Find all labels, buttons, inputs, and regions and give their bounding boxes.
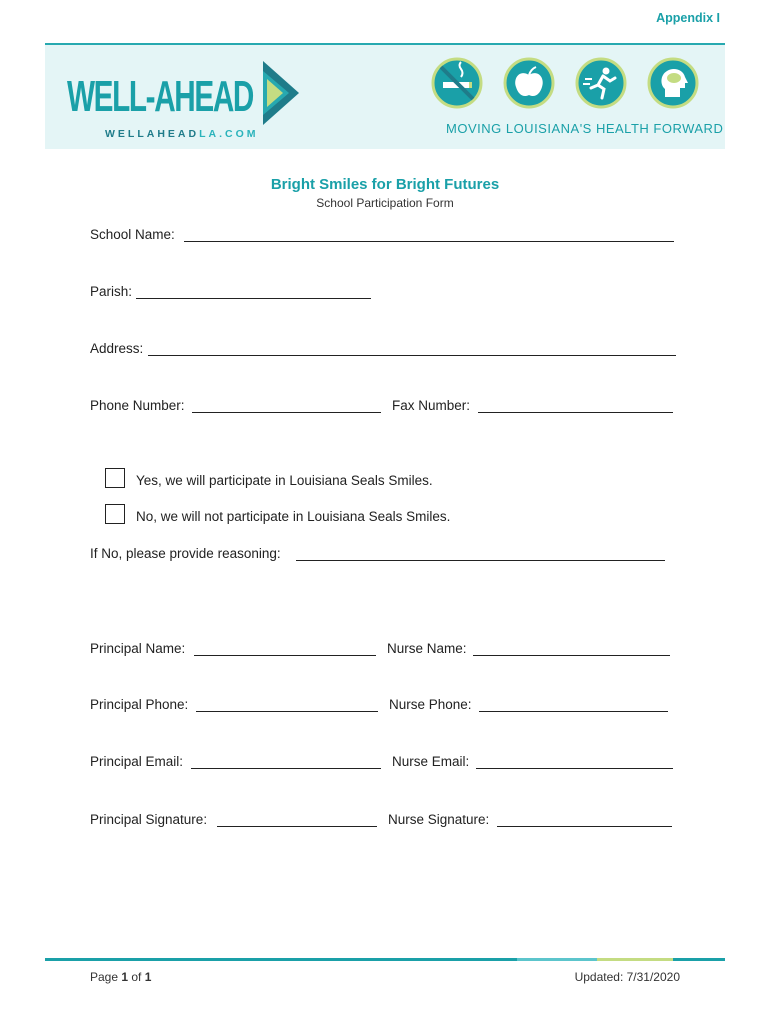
nurse-name-input[interactable]	[473, 655, 670, 656]
principal-phone-label: Principal Phone:	[90, 697, 189, 712]
no-participate-checkbox[interactable]	[105, 504, 125, 524]
health-icons	[431, 57, 703, 113]
footer-rule-teal-end	[673, 958, 725, 961]
nurse-name-label: Nurse Name:	[387, 641, 467, 656]
principal-signature-input[interactable]	[217, 826, 377, 827]
header-banner	[45, 45, 725, 149]
form-title: Bright Smiles for Bright Futures	[270, 176, 500, 193]
address-label: Address:	[90, 341, 144, 356]
appendix-label: Appendix I	[656, 11, 720, 25]
principal-phone-input[interactable]	[196, 711, 378, 712]
svg-text:WELL-AHEAD: WELL-AHEAD	[67, 72, 254, 121]
footer-rule-green	[597, 958, 673, 961]
school-name-input[interactable]	[184, 241, 674, 242]
principal-email-label: Principal Email:	[90, 754, 184, 769]
yes-participate-label: Yes, we will participate in Louisiana Seals Smiles.	[136, 473, 433, 488]
page-number: Page 1 of 1	[90, 970, 152, 984]
phone-number-input[interactable]	[192, 412, 381, 413]
principal-signature-label: Principal Signature:	[90, 812, 208, 827]
principal-name-input[interactable]	[194, 655, 376, 656]
apple-icon	[503, 57, 555, 109]
nurse-signature-input[interactable]	[497, 826, 672, 827]
runner-icon	[575, 57, 627, 109]
school-name-label: School Name:	[90, 227, 175, 242]
updated-date: Updated: 7/31/2020	[574, 970, 680, 984]
no-smoking-icon	[431, 57, 483, 109]
nurse-phone-label: Nurse Phone:	[389, 697, 472, 712]
reasoning-input[interactable]	[296, 560, 665, 561]
brand-url: WELLAHEADLA.COM	[105, 128, 259, 140]
nurse-email-label: Nurse Email:	[392, 754, 470, 769]
form-subtitle: School Participation Form	[316, 196, 454, 210]
brain-head-icon	[647, 57, 699, 109]
parish-label: Parish:	[90, 284, 133, 299]
nurse-email-input[interactable]	[476, 768, 673, 769]
nurse-signature-label: Nurse Signature:	[388, 812, 490, 827]
tagline: MOVING LOUISIANA'S HEALTH FORWARD	[446, 121, 724, 136]
fax-number-input[interactable]	[478, 412, 673, 413]
phone-number-label: Phone Number:	[90, 398, 185, 413]
fax-number-label: Fax Number:	[392, 398, 471, 413]
footer-rule-teal	[45, 958, 517, 961]
address-input[interactable]	[148, 355, 676, 356]
principal-name-label: Principal Name:	[90, 641, 186, 656]
reasoning-label: If No, please provide reasoning:	[90, 546, 281, 561]
principal-email-input[interactable]	[191, 768, 381, 769]
parish-input[interactable]	[136, 298, 371, 299]
nurse-phone-input[interactable]	[479, 711, 668, 712]
yes-participate-checkbox[interactable]	[105, 468, 125, 488]
footer-rule-light-teal	[517, 958, 597, 961]
no-participate-label: No, we will not participate in Louisiana Seals Smiles.	[136, 509, 451, 524]
